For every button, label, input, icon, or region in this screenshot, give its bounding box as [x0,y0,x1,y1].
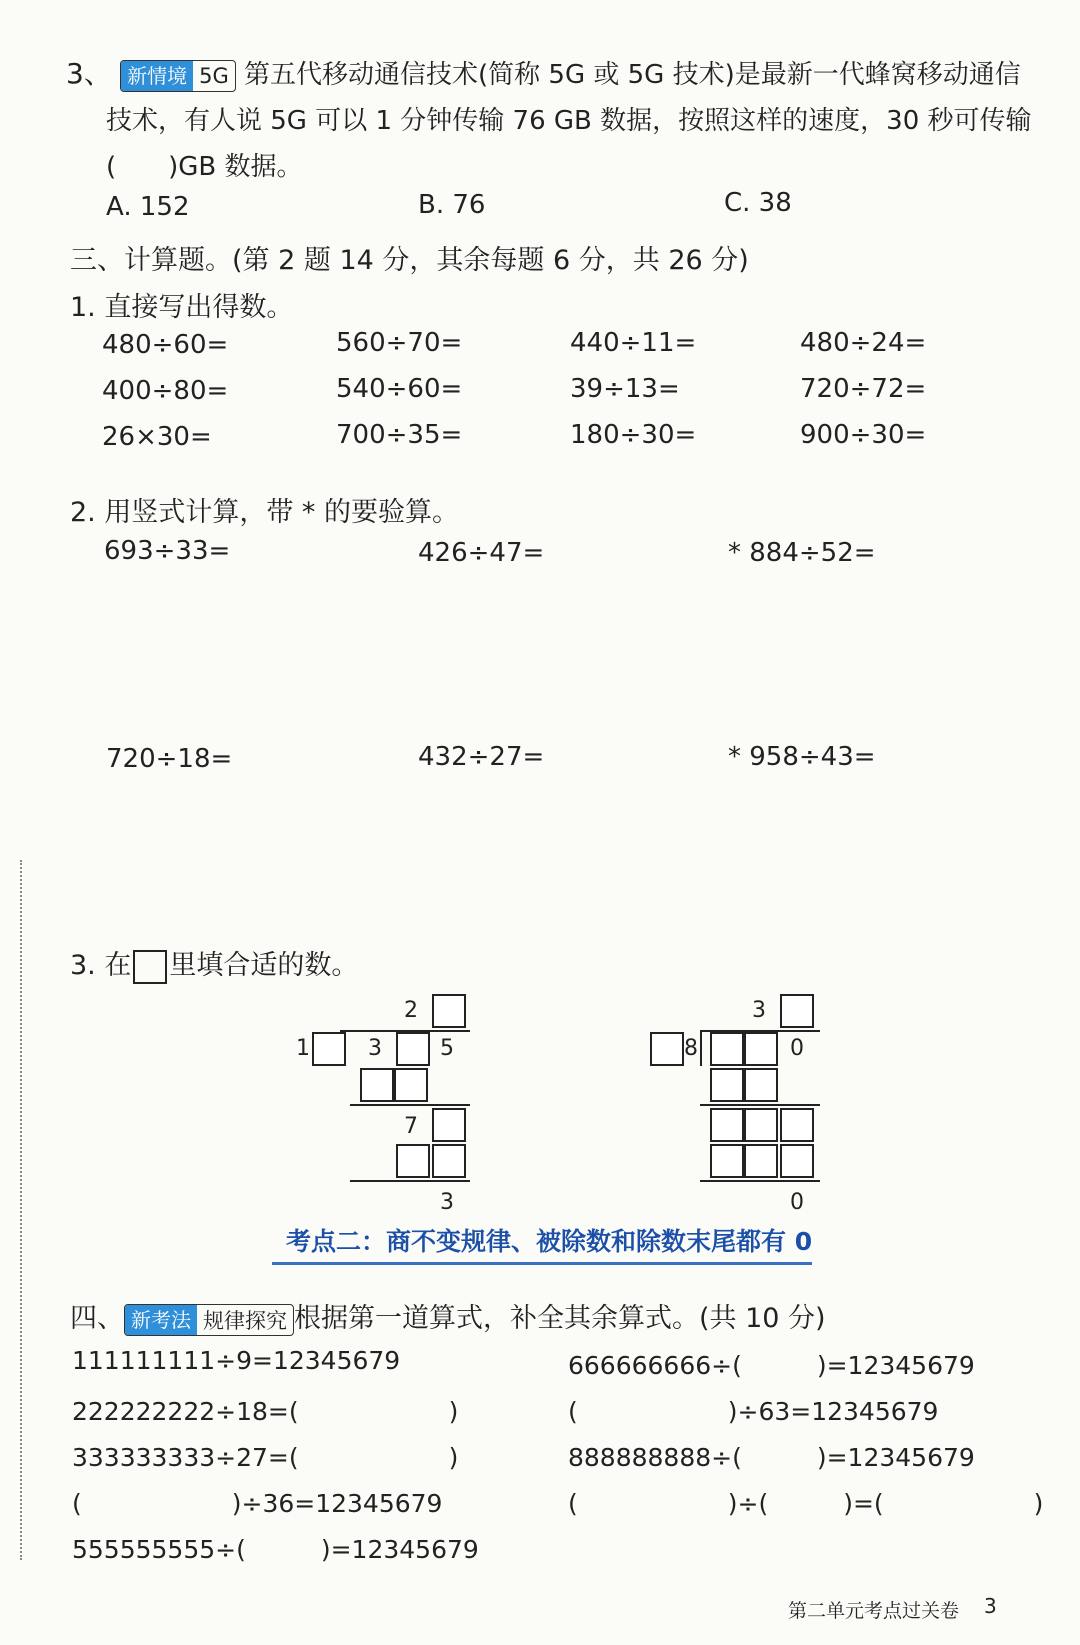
fill-box[interactable] [394,1068,428,1102]
sub-3-title-pre: 3. 在 [70,950,132,981]
fill-box[interactable] [710,1108,744,1142]
fill-box[interactable] [432,994,466,1028]
pattern-eq: 555555555÷( )=12345679 [72,1535,479,1564]
fill-box[interactable] [396,1032,430,1066]
question-text-line3: ( )GB 数据。 [106,152,303,182]
calc-item: 900÷30= [800,420,927,450]
calc-item: 720÷72= [800,374,927,404]
quotient-digit: 2 [404,998,418,1023]
section-4-title [70,1296,826,1336]
fill-box[interactable] [744,1144,778,1178]
sub-2-title: 2. 用竖式计算，带 * 的要验算。 [70,497,460,528]
pattern-eq: 333333333÷27=( ) [72,1443,459,1472]
subtract-line [350,1104,470,1106]
question-text-line1: 第五代移动通信技术(简称 5G 或 5G 技术)是最新一代蜂窝移动通信 [244,60,1021,90]
fill-box[interactable] [780,1108,814,1142]
pattern-eq: 111111111÷9=12345679 [72,1346,401,1375]
fill-box[interactable] [312,1032,346,1066]
sub-1-title: 1. 直接写出得数。 [70,292,294,323]
subtract-line [700,1180,820,1182]
blank-box-icon [133,950,167,984]
fill-box[interactable] [744,1032,778,1066]
sub-3-title [70,943,358,984]
question-3 [66,52,1021,92]
kaodian-title: 考点二：商不变规律、被除数和除数末尾都有 0 [286,1227,813,1256]
vertical-calc-item: * 884÷52= [728,538,876,568]
dividend-digit: 0 [790,1036,804,1061]
vertical-calc-item: 432÷27= [418,742,545,772]
section-4-prefix: 四、 [70,1303,124,1334]
calc-item: 26×30= [102,422,212,452]
vertical-calc-item: * 958÷43= [728,742,876,772]
dividend-digit: 5 [440,1036,454,1061]
final-remainder: 3 [440,1190,454,1215]
pattern-eq: ( )÷63=12345679 [568,1397,939,1426]
fill-box[interactable] [710,1032,744,1066]
section-3-title: 三、计算题。(第 2 题 14 分，其余每题 6 分，共 26 分) [70,245,749,276]
divisor-digit: 1 [296,1036,310,1061]
binding-dotted-line [20,860,22,1560]
vertical-calc-item: 426÷47= [418,538,545,568]
fill-box[interactable] [710,1068,744,1102]
subtract-line [700,1104,820,1106]
tag-box [120,60,236,92]
vertical-calc-item: 693÷33= [104,536,231,566]
remainder-digit: 7 [404,1114,418,1139]
calc-item: 440÷11= [570,328,697,358]
fill-box[interactable] [744,1108,778,1142]
subtract-line [350,1180,470,1182]
pattern-eq: 222222222÷18=( ) [72,1397,459,1426]
option-a[interactable]: A. 152 [106,192,190,222]
sub-3-title-post: 里填合适的数。 [169,950,359,981]
section-4-text: 根据第一道算式，补全其余算式。(共 10 分) [294,1303,826,1334]
fill-box[interactable] [650,1032,684,1066]
pattern-eq: ( )÷( )=( ) [568,1489,1044,1518]
pattern-eq: 666666666÷( )=12345679 [568,1351,975,1380]
vertical-calc-item: 720÷18= [106,744,233,774]
fill-box[interactable] [780,1144,814,1178]
calc-item: 540÷60= [336,374,463,404]
tag-new-context: 新情境 [121,61,193,91]
calc-item: 560÷70= [336,328,463,358]
divisor-digit: 8 [684,1036,698,1061]
page-number: 3 [984,1594,997,1618]
calc-item: 39÷13= [570,374,680,404]
fill-box[interactable] [710,1144,744,1178]
tag-box [124,1304,294,1336]
fill-box[interactable] [396,1144,430,1178]
pattern-eq: 888888888÷( )=12345679 [568,1443,975,1472]
tag-new-method: 新考法 [125,1305,197,1335]
calc-item: 480÷24= [800,328,927,358]
footer-title: 第二单元考点过关卷 [788,1600,960,1622]
calc-item: 700÷35= [336,420,463,450]
option-b[interactable]: B. 76 [418,190,486,220]
dividend-digit: 3 [368,1036,382,1061]
tag-pattern: 规律探究 [203,1308,287,1333]
fill-box[interactable] [432,1108,466,1142]
fill-box[interactable] [432,1144,466,1178]
question-text-line2: 技术，有人说 5G 可以 1 分钟传输 76 GB 数据，按照这样的速度，30 秒可传输 [106,106,1032,136]
division-bracket [700,1030,702,1066]
option-c[interactable]: C. 38 [724,188,792,218]
final-remainder: 0 [790,1190,804,1215]
question-number: 3、 [66,57,112,90]
fill-box[interactable] [780,994,814,1028]
calc-item: 480÷60= [102,330,229,360]
calc-item: 400÷80= [102,376,229,406]
quotient-digit: 3 [752,998,766,1023]
pattern-eq: ( )÷36=12345679 [72,1489,443,1518]
fill-box[interactable] [360,1068,394,1102]
calc-item: 180÷30= [570,420,697,450]
kaodian-underline [272,1262,812,1265]
tag-5g: 5G [199,63,229,88]
fill-box[interactable] [744,1068,778,1102]
